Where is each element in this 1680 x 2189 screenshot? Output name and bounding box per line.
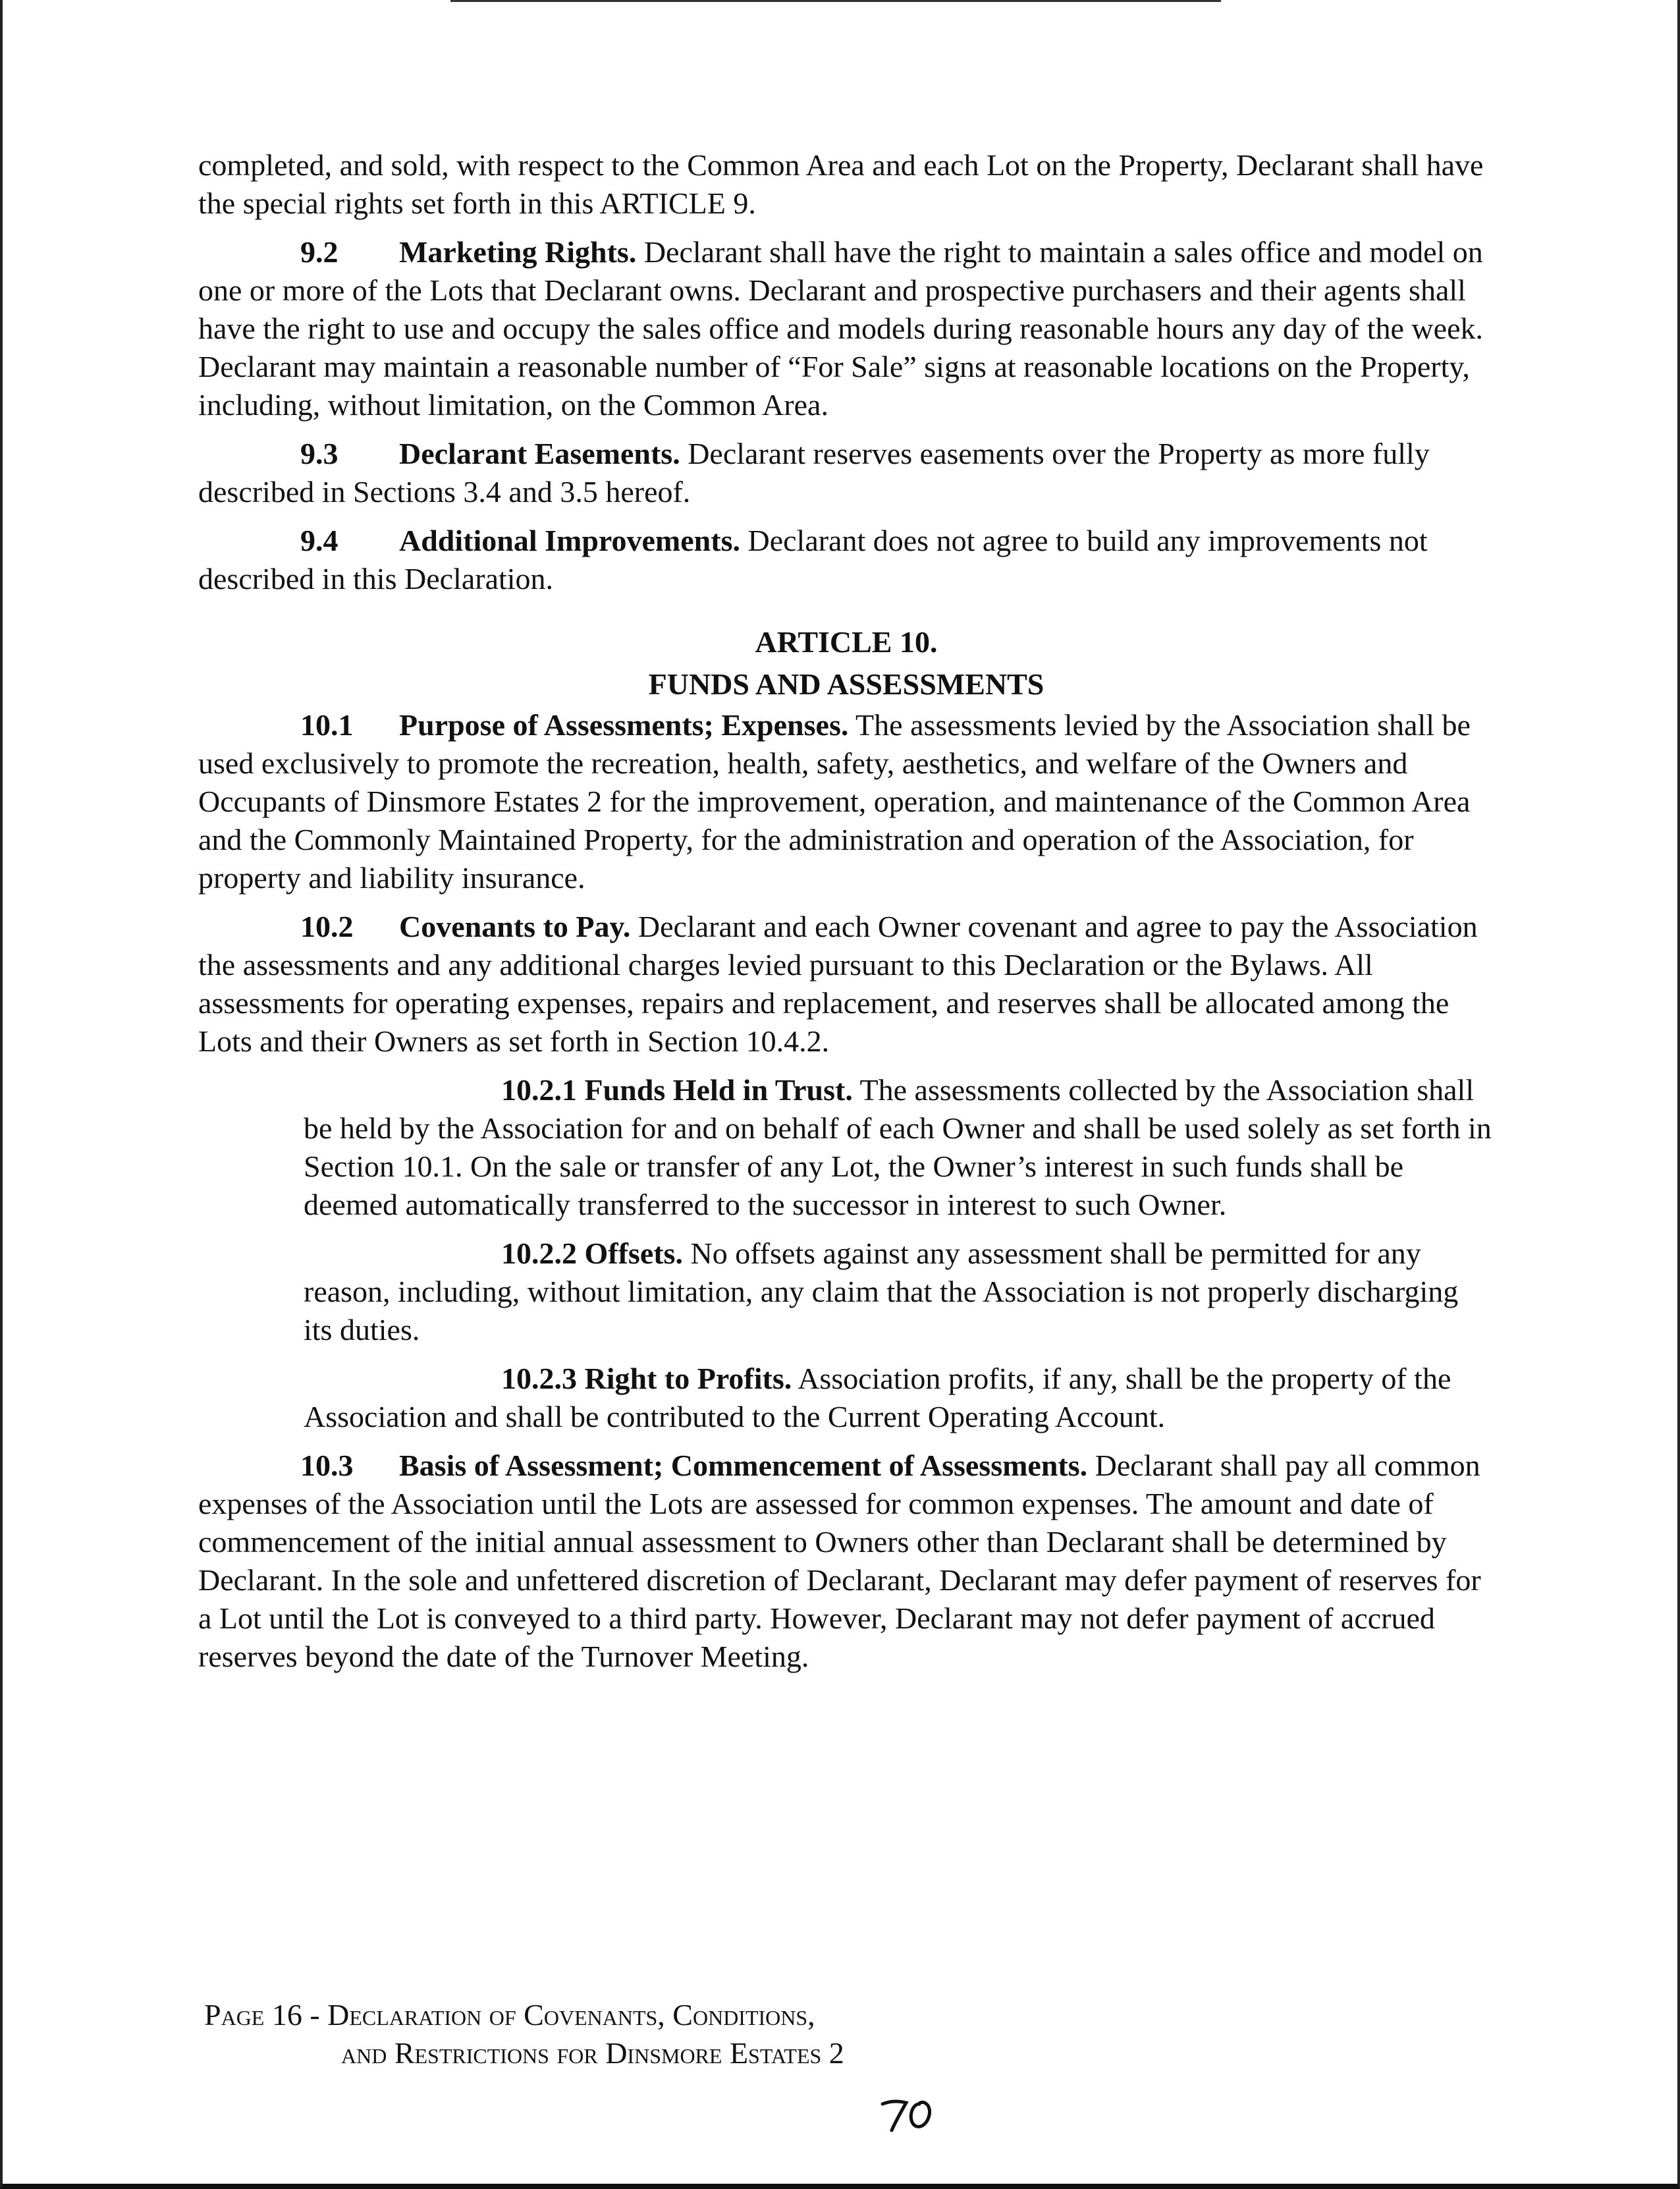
section-text: Declarant and each Owner covenant and agree to pay the Association the assessments and any additional charges levied pursuant to this Declaration or the Bylaws. All assessments for operating expenses, repairs and replacement, and reserves shall be allocated among the Lots and their Owners as set forth in Section 10.4.2. <box>198 910 1478 1058</box>
section-text: Declarant reserves easements over the Property as more fully described in Sections 3.4 and 3.5 hereof. <box>198 437 1430 509</box>
section-title: Purpose of Assessments; Expenses. <box>399 708 849 742</box>
section-text: Association profits, if any, shall be the property of the Association and shall be contributed to the Current Operating Account. <box>304 1362 1451 1433</box>
section-number: 9.4 <box>300 524 339 557</box>
section-title: Declarant Easements. <box>399 437 680 470</box>
section-title: Additional Improvements. <box>399 524 740 557</box>
article-heading: ARTICLE 10. <box>755 625 938 659</box>
article-title: FUNDS AND ASSESSMENTS <box>648 667 1044 701</box>
page-footer <box>204 1996 844 2072</box>
section-10-3 <box>198 1447 1494 1676</box>
section-10-2-2 <box>304 1234 1494 1349</box>
body-text <box>198 146 1494 1686</box>
section-title: Basis of Assessment; Commencement of Assessments. <box>399 1449 1088 1482</box>
section-9-4 <box>198 522 1494 598</box>
top-rule <box>450 0 1221 2</box>
section-number: 10.2.2 <box>501 1236 577 1270</box>
handwritten-page-mark-icon <box>879 2095 938 2134</box>
section-10-2-1 <box>304 1071 1494 1224</box>
section-text: Declarant shall pay all common expenses of the Association until the Lots are assessed for common expenses. The amount and date of commencement of the initial annual assessment to Owners other than Declarant shall be determined by Declarant. In the sole and unfettered discretion of Declarant, Declarant may defer payment of reserves for a Lot until the Lot is conveyed to a third party. However, Declarant may not defer payment of accrued reserves beyond the date of the Turnover Meeting. <box>198 1449 1481 1673</box>
section-text: The assessments collected by the Association shall be held by the Association for and on behalf of each Owner and shall be used solely as set forth in Section 10.1. On the sale or transfer of any Lot, the Owner’s interest in such funds shall be deemed automatically transferred to the successor in interest to such Owner. <box>304 1073 1492 1221</box>
footer-line-2: and Restrictions for Dinsmore Estates 2 <box>341 2036 844 2070</box>
section-text: The assessments levied by the Association shall be used exclusively to promote the recreation, health, safety, aesthetics, and welfare of the Owners and Occupants of Dinsmore Estates 2 for the improvement, operation, and maintenance of the Common Area and the Commonly Maintained Property, for the administration and operation of the Association, for property and liability insurance. <box>198 708 1471 895</box>
section-9-3 <box>198 435 1494 511</box>
section-number: 10.2 <box>300 910 354 943</box>
section-number: 10.2.3 <box>501 1362 577 1395</box>
section-number: 9.2 <box>300 235 339 269</box>
section-text: No offsets against any assessment shall be permitted for any reason, including, without limitation, any claim that the Association is not properly discharging its duties. <box>304 1236 1459 1346</box>
section-10-2 <box>198 908 1494 1061</box>
section-title: Marketing Rights. <box>399 235 637 269</box>
section-number: 10.2.1 <box>501 1073 577 1107</box>
intro-paragraph: completed, and sold, with respect to the Common Area and each Lot on the Property, Declarant shall have the special rights set forth in this ARTICLE 9. <box>198 148 1484 220</box>
section-number: 10.1 <box>300 708 354 742</box>
section-10-1 <box>198 706 1494 897</box>
section-text: Declarant does not agree to build any improvements not described in this Declaration. <box>198 524 1428 596</box>
section-title: Right to Profits. <box>584 1362 792 1395</box>
section-title: Covenants to Pay. <box>399 910 631 943</box>
section-10-2-3 <box>304 1360 1494 1436</box>
section-text: Declarant shall have the right to maintain a sales office and model on one or more of the Lots that Declarant owns. Declarant and prospective purchasers and their agents shall have the right to use and occupy the sales office and models during reasonable hours any day of the week. Declarant may maintain a reasonable number of “For Sale” signs at reasonable locations on the Property, including, without limitation, on the Common Area. <box>198 235 1483 422</box>
footer-line-1: Page 16 - Declaration of Covenants, Conditions, <box>204 1998 815 2032</box>
section-9-2 <box>198 233 1494 424</box>
section-title: Funds Held in Trust. <box>584 1073 853 1107</box>
section-title: Offsets. <box>584 1236 683 1270</box>
section-number: 9.3 <box>300 437 339 470</box>
section-number: 10.3 <box>300 1449 354 1482</box>
